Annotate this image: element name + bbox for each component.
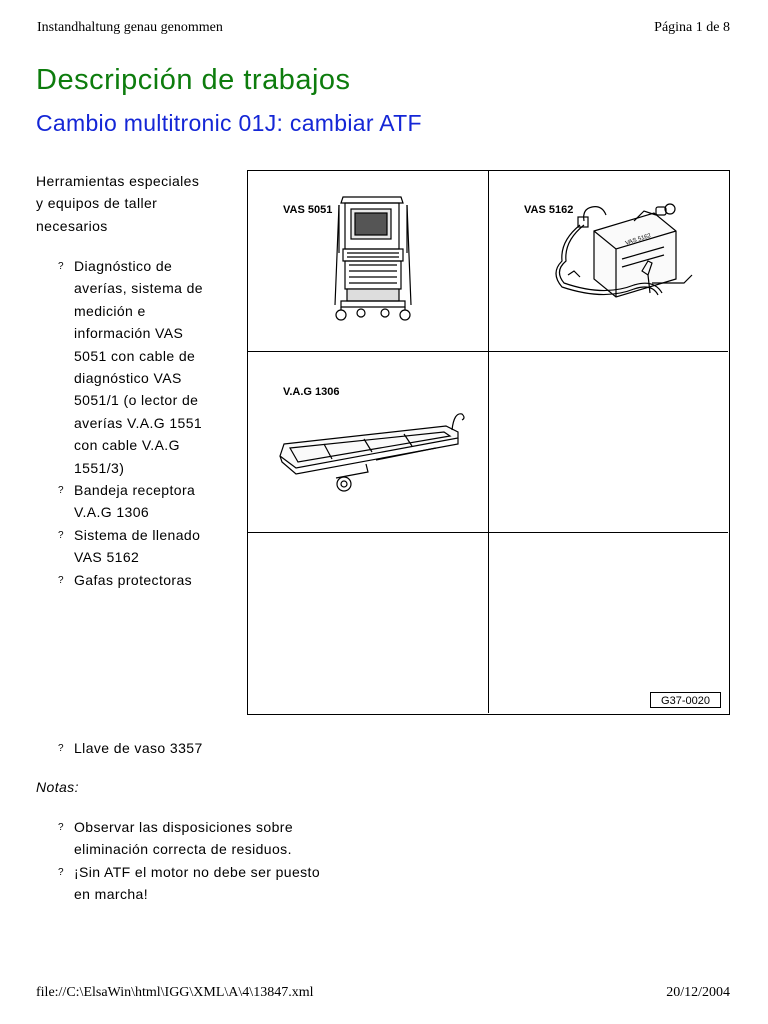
list-item-line: Llave de vaso 3357 [74,740,203,756]
list-item-line: información VAS [74,325,184,342]
page-subtitle: Cambio multitronic 01J: cambiar ATF [36,110,422,136]
list-item [56,569,236,591]
list-item-line: medición e [74,302,146,319]
list-item-line: eliminación correcta de residuos. [74,841,292,858]
bullet-icon: ? [58,743,64,754]
list-item [56,816,376,861]
list-item-line: 5051 con cable de [74,347,196,364]
figure-code: G37-0020 [650,692,721,708]
list-item-line: 1551/3) [74,459,125,476]
canister-label: VAS 5162 [624,232,652,247]
header-page-number: Página 1 de 8 [654,20,730,35]
list-item-line: Sistema de llenado [74,526,201,543]
notes-heading: Notas: [36,779,79,795]
list-item [56,861,376,906]
bullet-icon: ? [58,529,64,541]
bullet-icon: ? [58,822,64,833]
vas5051-label: VAS 5051 [283,204,333,216]
list-item-line: con cable V.A.G [74,437,180,454]
list-item-line: V.A.G 1306 [74,504,150,521]
intro-line: Herramientas especiales [36,173,200,189]
list-item-line: Observar las disposiciones sobre [74,819,294,835]
list-item-line: averías V.A.G 1551 [74,414,203,431]
bullet-icon: ? [58,866,64,878]
diagnostic-trolley-illustration [333,193,413,328]
figure-cell [248,533,489,713]
bullet-icon: ? [58,261,64,272]
list-item-line: ¡Sin ATF el motor no debe ser puesto [74,863,321,880]
page-title: Descripción de trabajos [36,64,351,96]
intro-line: y equipos de taller [36,195,158,212]
notes-list [56,816,376,906]
bullet-icon: ? [58,574,64,586]
list-item [56,479,236,524]
intro-line: necesarios [36,217,108,234]
list-item-line: Gafas protectoras [74,571,193,588]
footer-date: 20/12/2004 [666,985,730,1000]
filling-system-illustration [544,201,694,311]
vas5162-label: VAS 5162 [524,204,574,216]
list-item-line: en marcha! [74,886,149,903]
bullet-icon: ? [58,485,64,497]
list-item [56,255,236,479]
tools-list [56,255,236,591]
list-item-line: VAS 5162 [74,549,140,566]
tools-intro [36,170,236,237]
drain-tray-illustration [276,406,466,501]
figure-cell [489,352,728,533]
list-item-line: 5051/1 (o lector de [74,392,199,409]
header-document-title: Instandhaltung genau genommen [37,20,223,35]
list-item-line: Bandeja receptora [74,482,196,499]
extra-tools-list [56,737,203,759]
footer-file-path: file://C:\ElsaWin\html\IGG\XML\A\4\13847.xml [36,985,314,1000]
tools-figure [247,170,730,715]
list-item [56,737,203,759]
vag1306-label: V.A.G 1306 [283,386,340,398]
list-item-line: Diagnóstico de [74,258,173,274]
list-item-line: diagnóstico VAS [74,370,182,387]
list-item-line: averías, sistema de [74,280,203,297]
list-item [56,524,236,569]
